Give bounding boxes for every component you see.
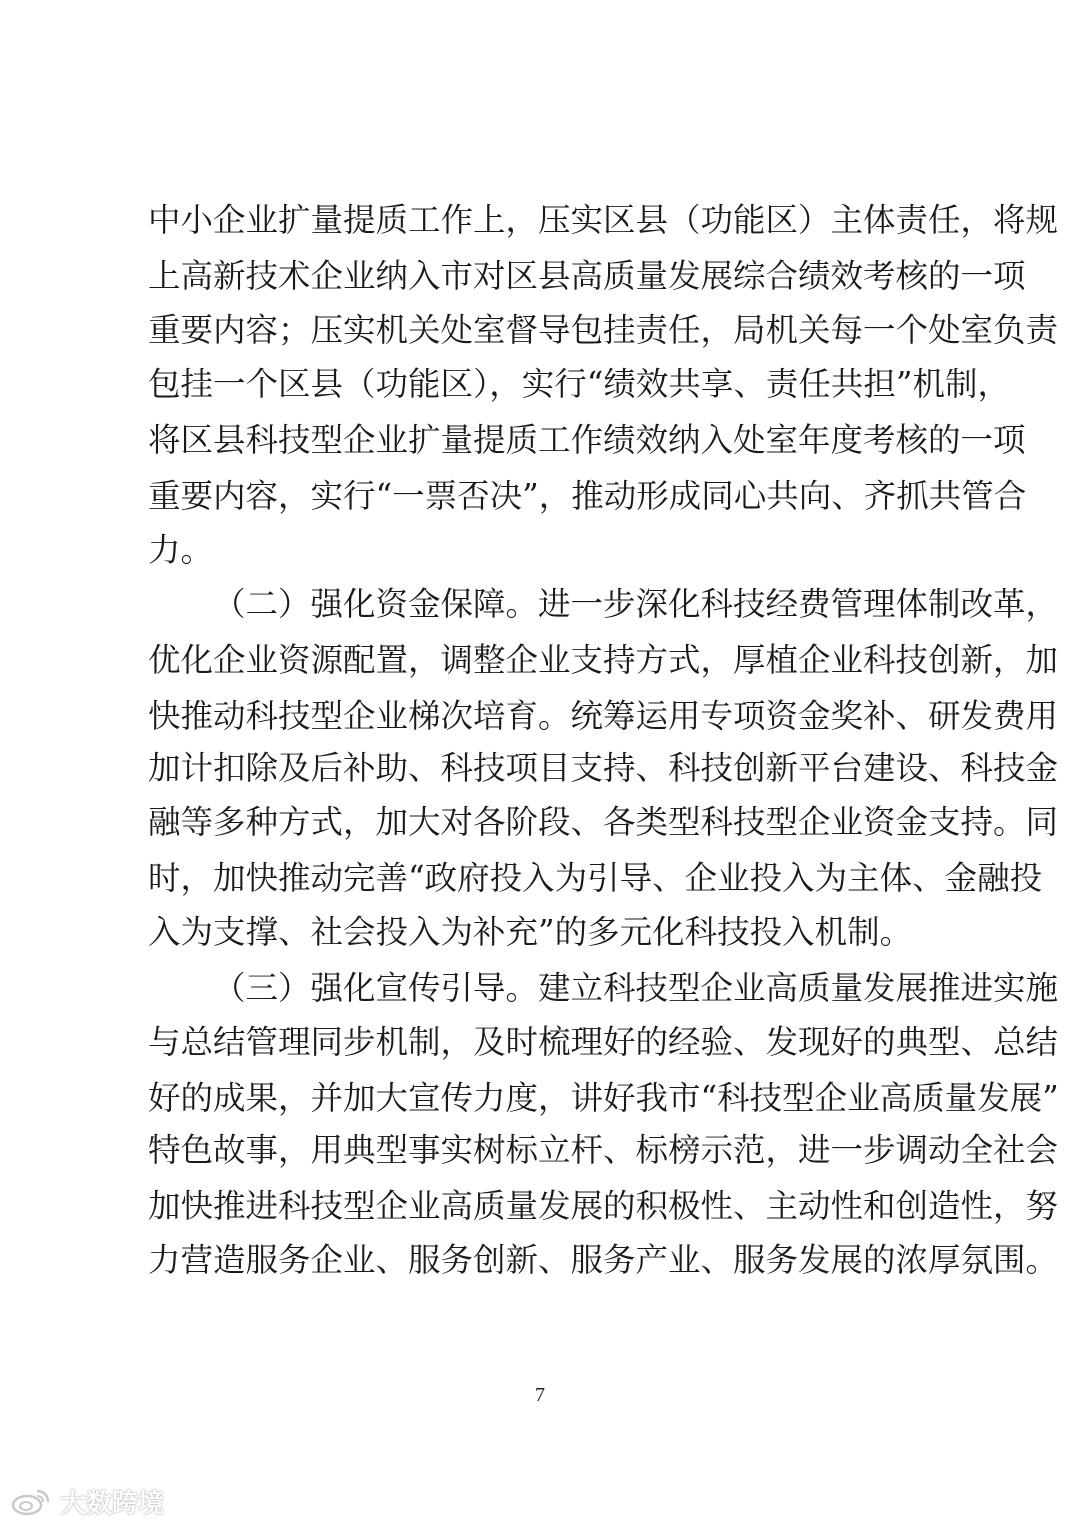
paragraph-line: 力营造服务企业、服务创新、服务产业、服务发展的浓厚氛围。 xyxy=(148,1241,1059,1279)
paragraph-line: 特色故事，用典型事实树标立杆、标榜示范，进一步调动全社会 xyxy=(148,1131,1059,1169)
paragraph-line: 融等多种方式，加大对各阶段、各类型科技型企业资金支持。同 xyxy=(148,803,1059,841)
paragraph-line: 好的成果，并加大宣传力度，讲好我市“科技型企业高质量发展” xyxy=(148,1079,1059,1117)
paragraph-line: 重要内容，实行“一票否决”，推动形成同心共向、齐抓共管合 xyxy=(148,477,1027,515)
watermark-text: 大数跨境 xyxy=(60,1488,165,1519)
watermark xyxy=(10,1484,164,1518)
page-number: 7 xyxy=(535,1384,545,1406)
section-heading-line: （三）强化宣传引导。建立科技型企业高质量发展推进实施 xyxy=(213,969,1059,1007)
paragraph-line: 包挂一个区县（功能区），实行“绩效共享、责任共担”机制， xyxy=(148,365,1010,403)
paragraph-line: 上高新技术企业纳入市对区县高质量发展综合绩效考核的一项 xyxy=(148,257,1026,295)
paragraph-line: 入为支撑、社会投入为补充”的多元化科技投入机制。 xyxy=(148,913,913,951)
weibo-like-logo-icon xyxy=(10,1485,54,1517)
paragraph-line: 加计扣除及后补助、科技项目支持、科技创新平台建设、科技金 xyxy=(148,749,1059,787)
paragraph-line: 加快推进科技型企业高质量发展的积极性、主动性和创造性，努 xyxy=(148,1187,1059,1225)
paragraph-line: 时，加快推动完善“政府投入为引导、企业投入为主体、金融投 xyxy=(148,859,1043,897)
section-heading-line: （二）强化资金保障。进一步深化科技经费管理体制改革， xyxy=(213,585,1059,623)
paragraph-line: 力。 xyxy=(148,531,214,569)
paragraph-line: 重要内容；压实机关处室督导包挂责任，局机关每一个处室负责 xyxy=(148,311,1059,349)
paragraph-line: 与总结管理同步机制，及时梳理好的经验、发现好的典型、总结 xyxy=(148,1023,1059,1061)
paragraph-line: 将区县科技型企业扩量提质工作绩效纳入处室年度考核的一项 xyxy=(148,421,1026,459)
paragraph-line: 优化企业资源配置，调整企业支持方式，厚植企业科技创新，加 xyxy=(148,641,1059,679)
paragraph-line: 中小企业扩量提质工作上，压实区县（功能区）主体责任，将规 xyxy=(148,201,1059,239)
paragraph-line: 快推动科技型企业梯次培育。统筹运用专项资金奖补、研发费用 xyxy=(148,697,1059,735)
